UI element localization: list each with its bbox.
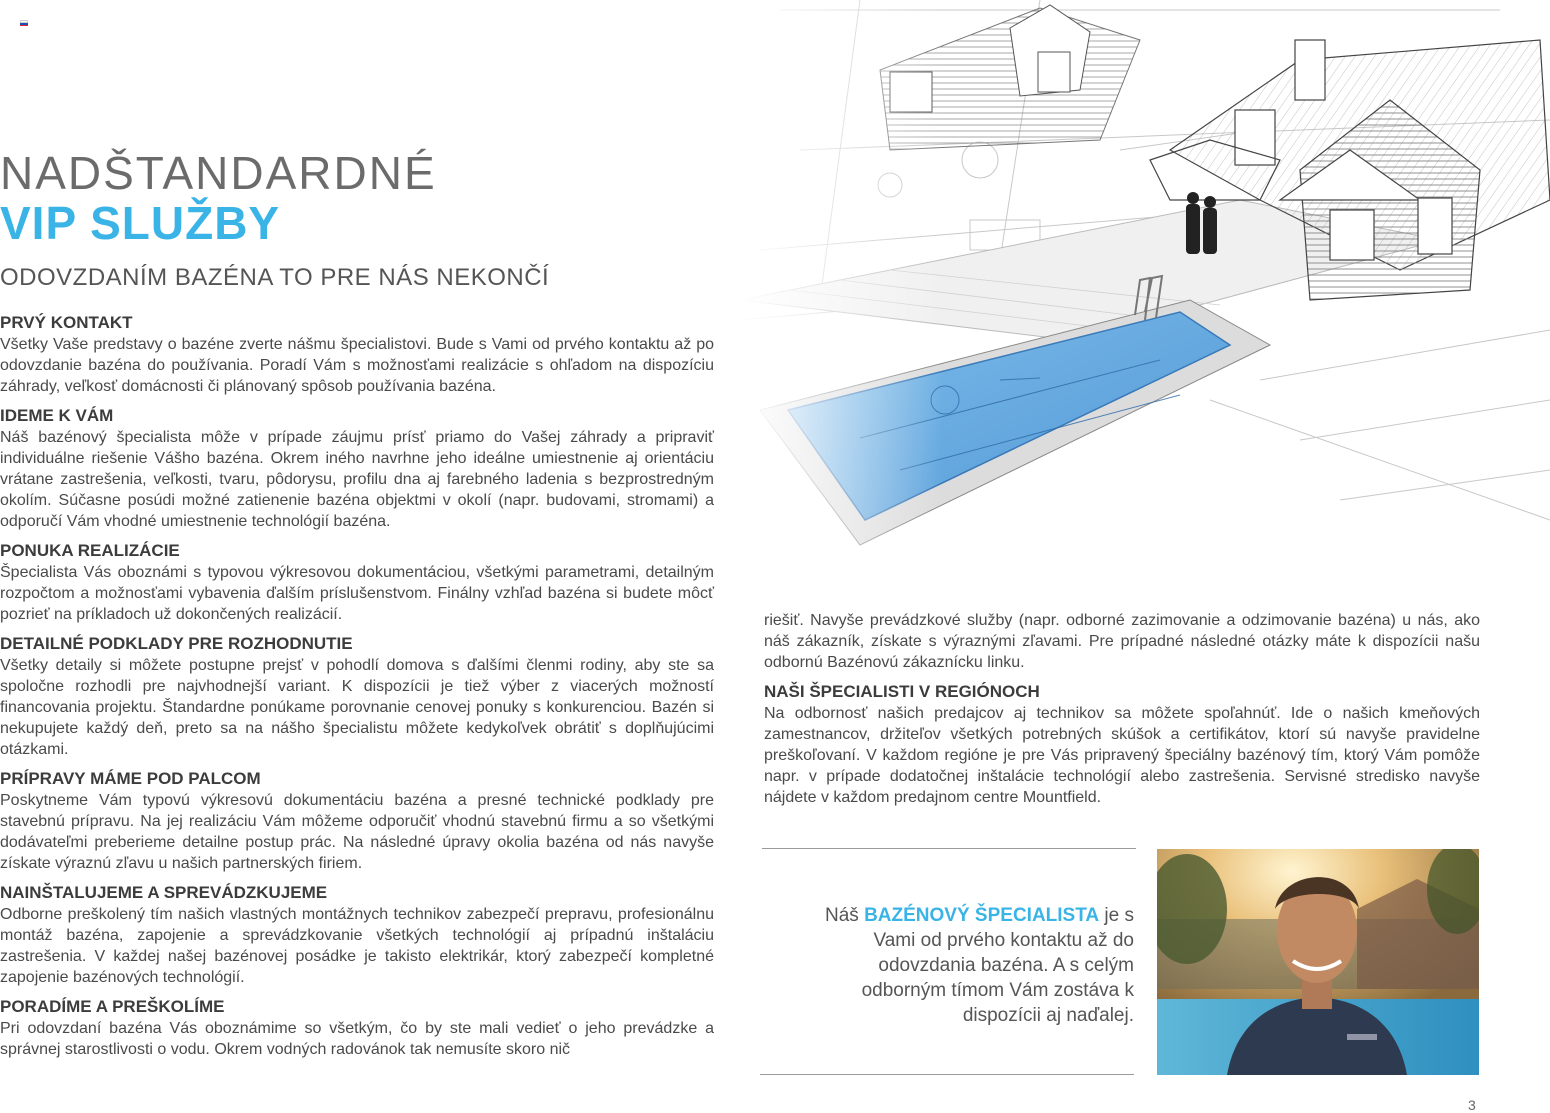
right-text-column [764,610,1480,816]
services-column [0,312,714,1068]
quote-divider-top [762,848,1136,849]
section-ideme-k-vam [0,405,714,532]
section-heading: DETAILNÉ PODKLADY PRE ROZHODNUTIE [0,634,353,653]
section-heading: PRVÝ KONTAKT [0,313,133,332]
section-prvy-kontakt [0,312,714,397]
house-pool-sketch-illustration [740,0,1550,560]
section-ponuka-realizacie [0,540,714,625]
section-heading: PRÍPRAVY MÁME POD PALCOM [0,769,261,788]
page-subtitle: ODOVZDANÍM BAZÉNA TO PRE NÁS NEKONČÍ [0,264,550,291]
section-text: Na odbornosť našich predajcov aj technikov sa môžete spoľahnúť. Ide o našich kmeňových zamestnancov, držiteľov všetkých potrebných skúšok a certifikátov, ktorí sú navyše pravidelne preškoľovaní. V každom regióne je pre Vás pripravený špeciálny bazénový tím, ktorý Vám pomôže napr. v prípade dodatočnej inštalácie technológií alebo zastrešenia. Servisné stredisko navyše nájdete v každom predajnom centre Mountfield. [764,705,1480,806]
section-text: Odborne preškolený tím našich vlastných montážnych technikov zabezpečí prepravu, profesionálnu montáž bazéna, zapojenie a sprevádzkovanie všetkých technológií aj prípadnú inštaláciu zastrešenia. V každej našej bazénovej posádke je takisto elektrikár, ktorý zabezpečí kompletné zapojenie bazénových technológií. [0,906,714,986]
section-pripravy [0,768,714,874]
quote-prefix: Náš [825,905,865,926]
section-heading: PONUKA REALIZÁCIE [0,541,180,560]
section-text: Všetky detaily si môžete postupne prejsť v pohodlí domova s ďalšími členmi rodiny, aby ste sa spoločne rozhodli pre najvhodnejší variant. K dispozícii je tiež výber z viacerých možností financovania projektu. Štandardne ponúkame porovnanie cenovej ponuky s konkurenciou. Bazén si nekupujete každý deň, preto sa na nášho špecialistu môžete kedykoľvek obrátiť s doplňujúcimi otázkami. [0,657,714,758]
section-text: Špecialista Vás oboznámi s typovou výkresovou dokumentáciou, všetkými parametrami, detailným rozpočtom a možnosťami vybavenia ďalším príslušenstvom. Finálny vzhľad bazéna si budete môcť pozrieť na príkladoch už dokončených realizácií. [0,564,714,623]
section-text: Náš bazénový špecialista môže v prípade záujmu prísť priamo do Vašej záhrady a pripraviť individuálne riešenie Vášho bazéna. Okrem iného navrhne jeho ideálne umiestnenie aj orientáciu vrátane zastrešenia, veľkosti, tvaru, pôdorysu, profilu dna aj farebného ladenia s bezprostredným okolím. Súčasne posúdi možné zatienenie bazéna objektmi v okolí (napr. budovami, stromami) a odporučí Vám vhodné umiestnenie technológií bazéna. [0,429,714,530]
section-nainstalujeme [0,882,714,988]
quote-highlight: BAZÉNOVÝ ŠPECIALISTA [864,905,1100,926]
section-heading: PORADÍME A PREŠKOLÍME [0,997,225,1016]
section-detailne-podklady [0,633,714,760]
specialist-photo [1157,849,1479,1075]
section-poradime [0,996,714,1060]
section-text: Poskytneme Vám typovú výkresovú dokumentáciu bazéna a presné technické podklady pre stavebnú prípravu. Na jej realizáciu Vám môžeme odporučiť vhodnú stavebnú firmu a so všetkými dodávateľmi preberieme detailne postup prác. Na následné úpravy okolia bazéna od nás navyše získate výraznú zľavu u našich partnerských firiem. [0,792,714,872]
quote-rest: je s Vami od prvého kontaktu až do odovzdania bazéna. A s celým odborným tímom Vám zostáva k dispozícii aj naďalej. [861,905,1134,1026]
page-number: 3 [1468,1097,1476,1113]
quote-divider-bottom [760,1074,1134,1075]
section-heading: NAINŠTALUJEME A SPREVÁDZKUJEME [0,883,328,902]
section-text: Všetky Vaše predstavy o bazéne zverte nášmu špecialistovi. Bude s Vami od prvého kontaktu až po odovzdanie bazéna do používania. Poradí Vám s možnosťami realizácie s ohľadom na dispozíciu záhrady, veľkosť domácnosti či plánovaný spôsob používania bazéna. [0,336,714,395]
page-title-line2: VIP SLUŽBY [0,197,281,249]
section-heading: NAŠI ŠPECIALISTI V REGIÓNOCH [764,682,1040,701]
section-heading: IDEME K VÁM [0,406,114,425]
specialist-quote [790,903,1134,1028]
flag-icon [20,20,28,26]
continuation-text: riešiť. Navyše prevádzkové služby (napr. odborné zazimovanie a odzimovanie bazéna) u nás, ako náš zákazník, získate s výraznými zľavami. Pre prípadné následné otázky máte k dispozícii našu odbornú Bazénovú zákaznícku linku. [764,612,1480,671]
page-title-line1: NADŠTANDARDNÉ [0,147,437,199]
section-text: Pri odovzdaní bazéna Vás oboznámime so všetkým, čo by ste mali vedieť o jeho prevádzke a správnej starostlivosti o vodu. Okrem vodných radovánok tak nemusíte skoro nič [0,1020,714,1058]
